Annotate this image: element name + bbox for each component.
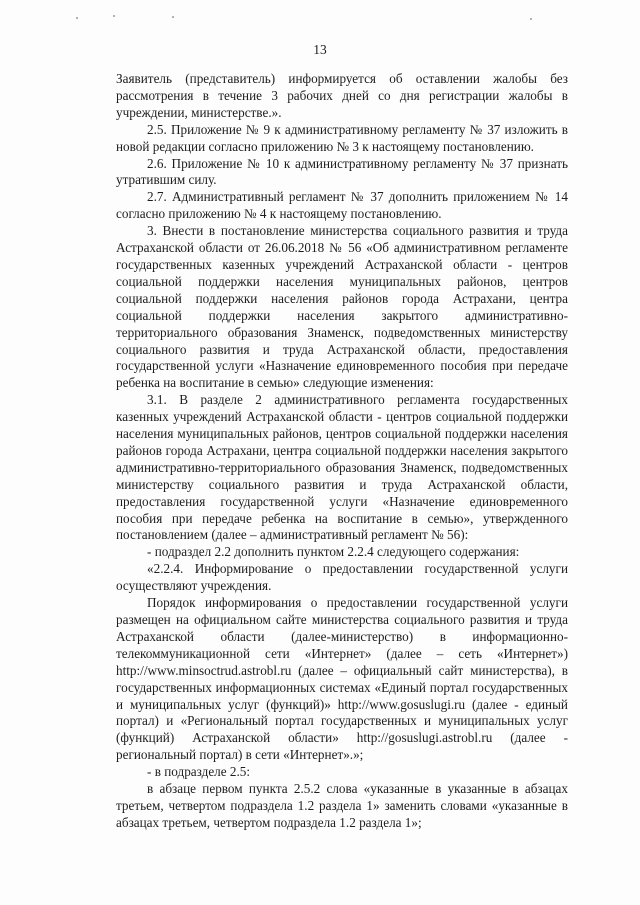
paragraph-3: 3. Внести в постановление министерства социального развития и труда Астраханской области от 26.06.2018 № 56 «Об административном регламенте государственных казенных учреждений Астраханской области - центров социальной поддержки населения муниципальных районов, центров социальной поддержки населения районов города Астрахани, центра социальной поддержки населения закрытого административно-территориального образования Знаменск, подведомственных министерству социального развития и труда Астраханской области, предоставления государственной услуги «Назначение единовременного пособия при передаче ребенка на воспитание в семью» следующие изменения: [116,223,568,391]
page-number: 13 [313,42,327,57]
paragraph-2-5-2: в абзаце первом пункта 2.5.2 слова «указанные в указанные в абзацах третьем, четвертом подраздела 1.2 раздела 1» заменить словами «указанные в абзацах третьем, четвертом подраздела 1.2 раздела 1»; [116,781,568,830]
paragraph-2-5: 2.5. Приложение № 9 к административному регламенту № 37 изложить в новой редакции согласно приложению № 3 к настоящему постановлению. [116,121,568,154]
paragraph-1: Заявитель (представитель) информируется об оставлении жалобы без рассмотрения в течение 3 рабочих дней со дня регистрации жалобы в учреждении, министерстве.». [116,71,568,120]
paragraph-3-1: 3.1. В разделе 2 административного регламента государственных казенных учреждений Астраханской области - центров социальной поддержки населения муниципальных районов, центров социальной поддержки населения районов города Астрахани, центра социальной поддержки населения закрытого административно-территориального образования Знаменск, подведомственных министерству социального развития и труда Астраханской области, предоставления государственной услуги «Назначение единовременного пособия при передаче ребенка на воспитание в семью», утвержденного постановлением (далее – административный регламент № 56): [116,392,568,543]
paragraph-subsection-2-2: - подраздел 2.2 дополнить пунктом 2.2.4 следующего содержания: [147,544,520,560]
paragraph-subsection-2-5: - в подразделе 2.5: [147,764,251,780]
paragraph-2-6: 2.6. Приложение № 10 к административному регламенту № 37 признать утратившим силу. [116,155,568,188]
document-body [116,71,568,832]
paragraph-informing-order: Порядок информирования о предоставлении государственной услуги размещен на официальном сайте министерства социального развития и труда Астраханской области (далее-министерство) в информационно-телекоммуникационной сети «Интернет» (далее – сеть «Интернет») http://www.minsoctrud.astrobl.ru (далее – официальный сайт министерства), в государственных информационных системах «Единый портал государственных и муниципальных услуг (функций)» http://www.gosuslugi.ru (далее - единый портал) и «Региональный портал государственных и муниципальных услуг (функций) Астраханской области» http://gosuslugi.astrobl.ru (далее - региональный портал) в сети «Интернет».»; [116,595,568,763]
paragraph-2-7: 2.7. Административный регламент № 37 дополнить приложением № 14 согласно приложению № 4 к настоящему постановлению. [116,189,568,222]
paragraph-2-2-4: «2.2.4. Информирование о предоставлении государственной услуги осуществляют учреждения. [116,561,568,594]
